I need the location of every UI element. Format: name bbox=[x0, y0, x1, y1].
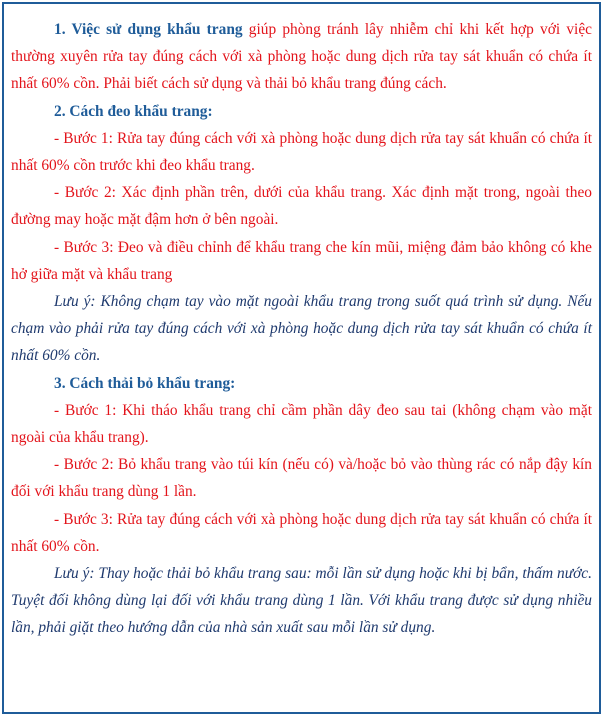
dispose-step-2: - Bước 2: Bỏ khẩu trang vào túi kín (nếu có) và/hoặc bỏ vào thùng rác có nắp đậy kín đối với khẩu trang dùng 1 lần. bbox=[11, 456, 592, 501]
intro-text: giúp phòng tránh lây nhiễm chỉ khi kết hợp với việc thường xuyên rửa tay đúng cách với xà phòng hoặc dung dịch rửa tay sát khuẩn có chứa ít nhất 60% cồn. Phải biết cách sử dụng và thải bỏ khẩu trang đúng cách. bbox=[11, 21, 592, 93]
wear-note: Lưu ý: Không chạm tay vào mặt ngoài khẩu trang trong suốt quá trình sử dụng. Nếu chạm vào phải rửa tay đúng cách với xà phòng hoặc dung dịch rửa tay sát khuẩn có chứa ít nhất 60% cồn. bbox=[11, 293, 592, 365]
mask-guide-box bbox=[2, 2, 601, 714]
wear-step-2: - Bước 2: Xác định phần trên, dưới của khẩu trang. Xác định mặt trong, ngoài theo đường may hoặc mặt đậm hơn ở bên ngoài. bbox=[11, 184, 592, 229]
dispose-step-3: - Bước 3: Rửa tay đúng cách với xà phòng hoặc dung dịch rửa tay sát khuẩn có chứa ít nhất 60% cồn. bbox=[11, 510, 592, 555]
wear-step-1: - Bước 1: Rửa tay đúng cách với xà phòng hoặc dung dịch rửa tay sát khuẩn có chứa ít nhất 60% cồn trước khi đeo khẩu trang. bbox=[11, 129, 592, 175]
wear-step-3: - Bước 3: Đeo và điều chỉnh để khẩu trang che kín mũi, miệng đảm bảo không có khe hở giữa mặt và khẩu trang bbox=[11, 238, 592, 283]
intro-paragraph bbox=[11, 16, 592, 98]
dispose-heading: 3. Cách thải bỏ khẩu trang: bbox=[54, 374, 236, 392]
intro-heading: 1. Việc sử dụng khẩu trang bbox=[54, 21, 243, 38]
wear-heading: 2. Cách đeo khẩu trang: bbox=[54, 102, 213, 120]
dispose-note: Lưu ý: Thay hoặc thải bỏ khẩu trang sau: mỗi lần sử dụng hoặc khi bị bẩn, thấm nước. Tuyệt đối không dùng lại đối với khẩu trang dùng 1 lần. Với khẩu trang được sử dụng nhiều lần, phải giặt theo hướng dẫn của nhà sản xuất sau mỗi lần sử dụng. bbox=[11, 565, 592, 637]
dispose-step-1: - Bước 1: Khi tháo khẩu trang chỉ cầm phần dây đeo sau tai (không chạm vào mặt ngoài của khẩu trang). bbox=[11, 401, 592, 447]
